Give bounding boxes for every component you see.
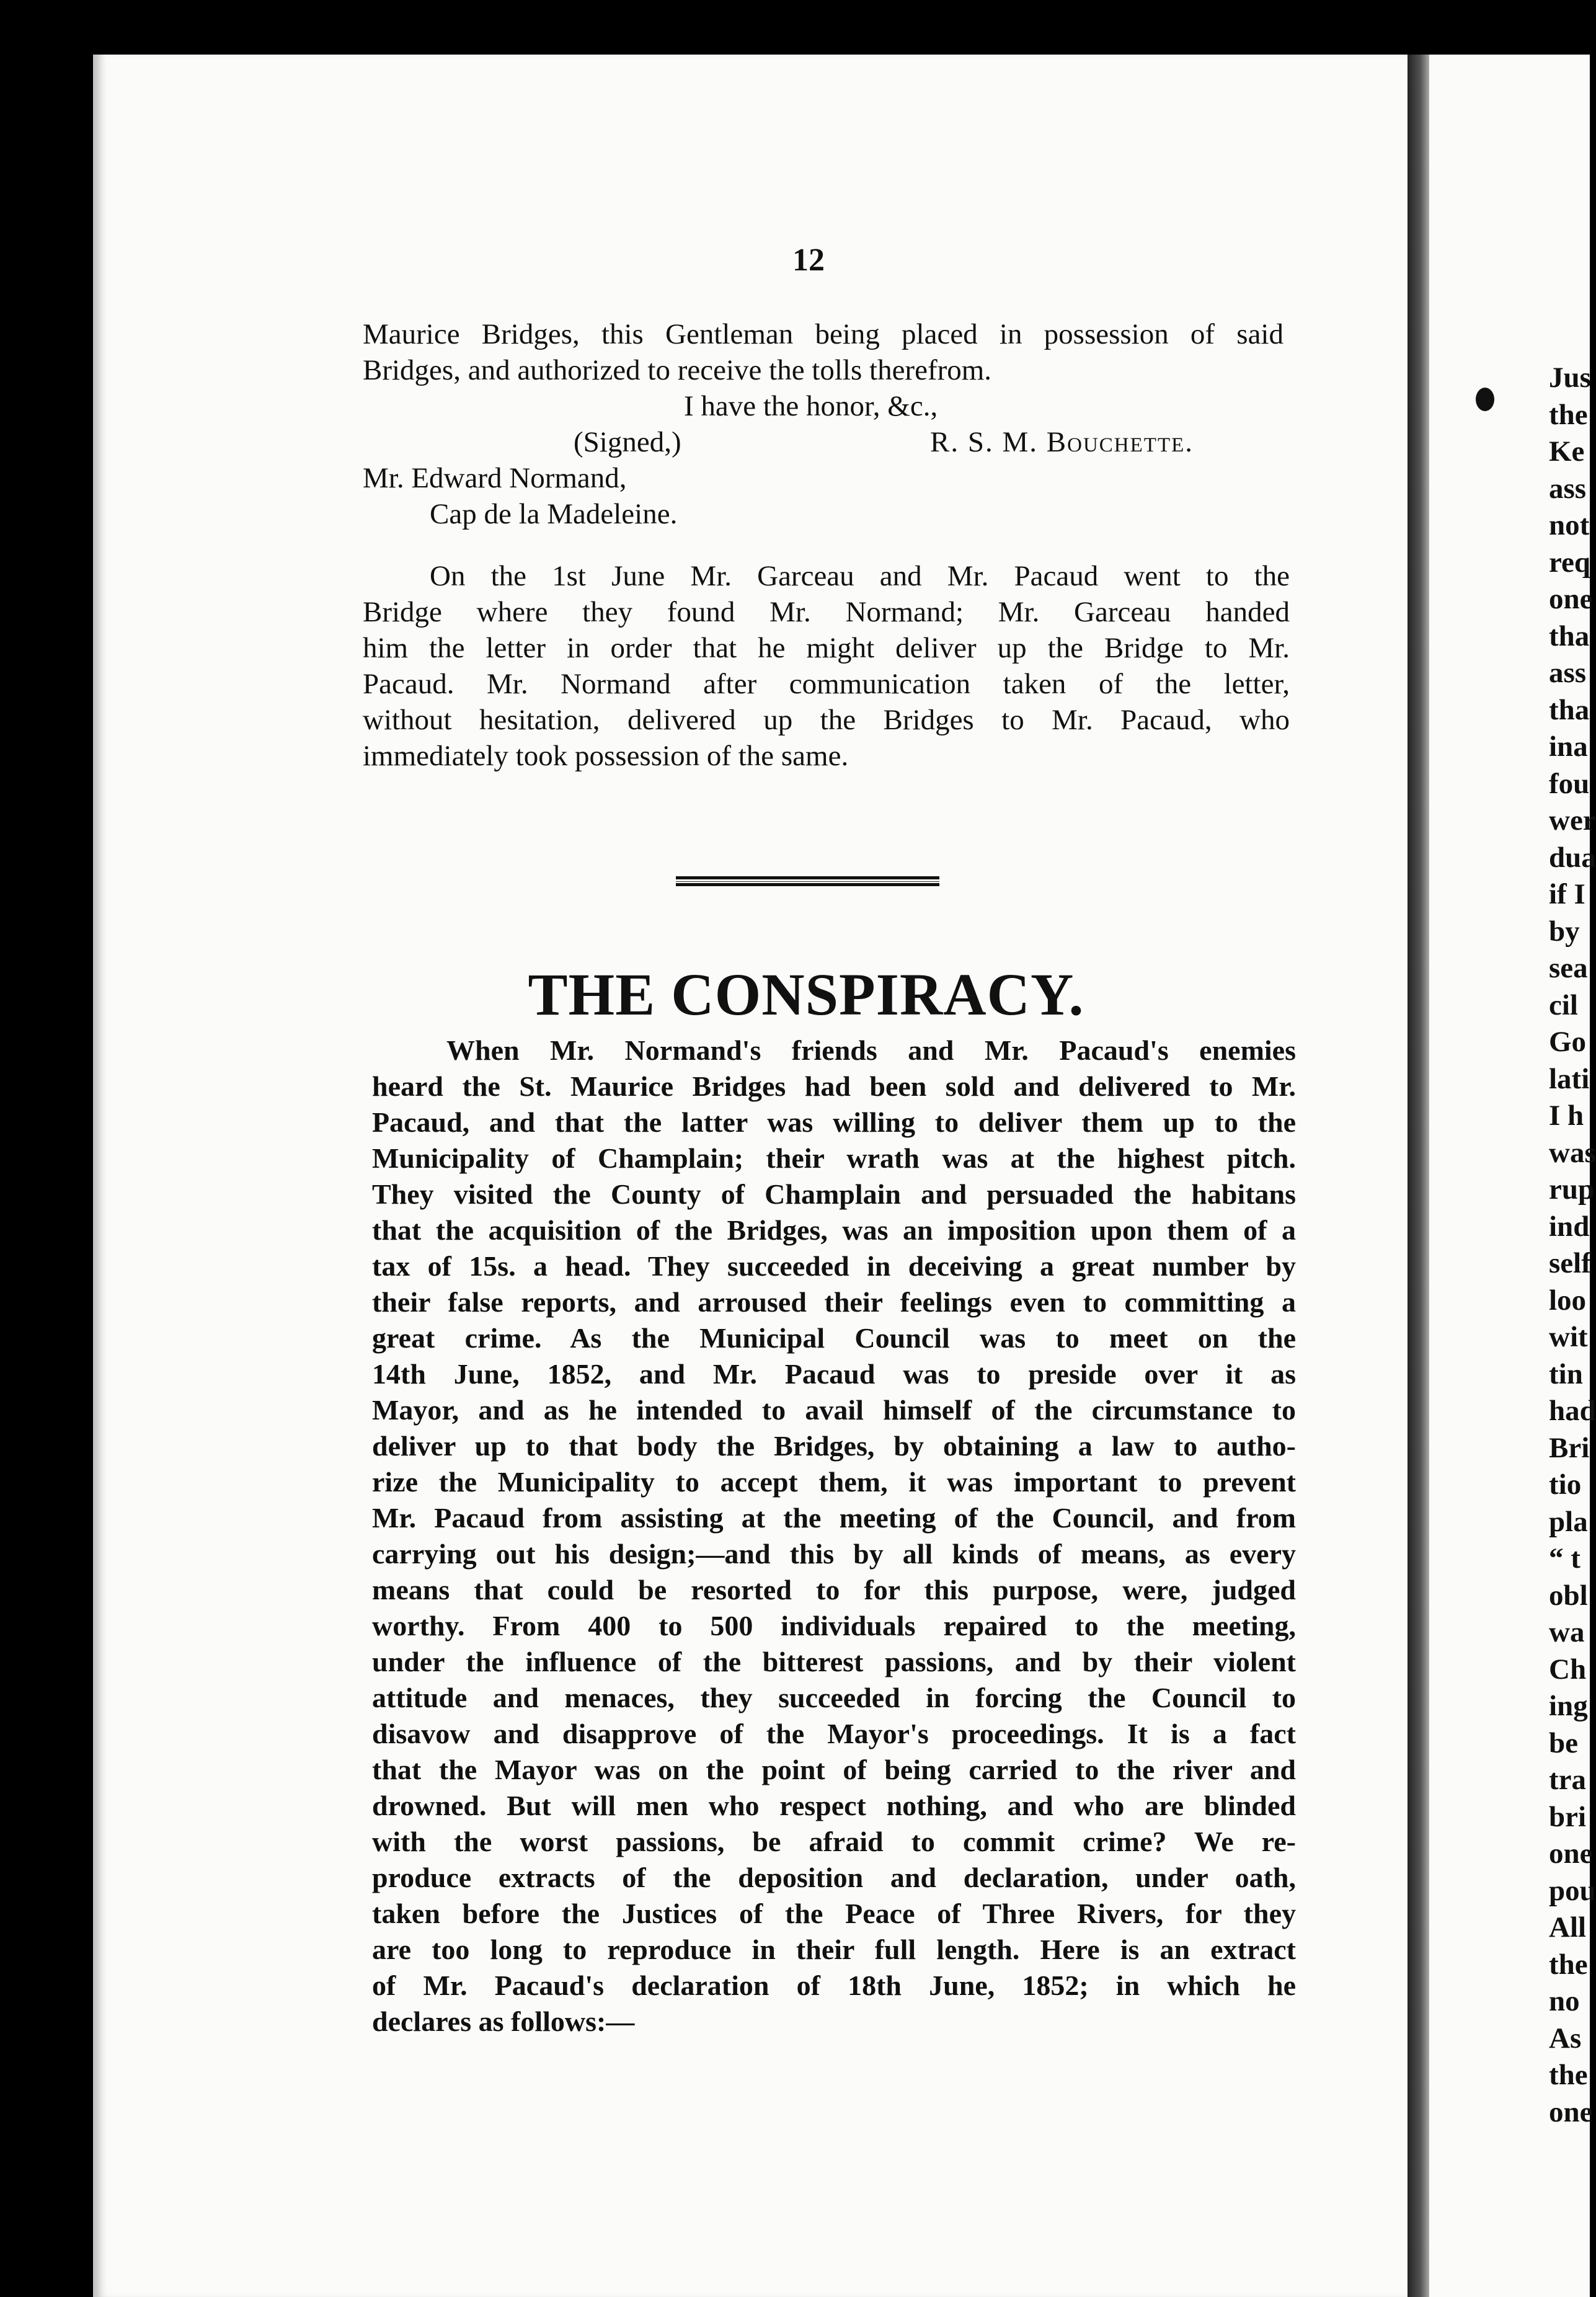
facing-page-fragment: had xyxy=(1549,1395,1596,1427)
facing-page-fragment: loo xyxy=(1549,1284,1587,1317)
text-line: worthy. From 400 to 500 individuals repaired to the meeting, xyxy=(372,1610,1296,1642)
facing-page-fragment: one xyxy=(1549,583,1593,615)
facing-page-fragment: dua xyxy=(1549,841,1596,874)
facing-page-fragment: pou xyxy=(1549,1874,1596,1907)
facing-page-fragment: Go xyxy=(1549,1026,1587,1058)
text-line: When Mr. Normand's friends and Mr. Pacaud's enemies xyxy=(446,1034,1296,1066)
facing-page-fragment: tha xyxy=(1549,693,1590,726)
facing-page-fragment: tha xyxy=(1549,620,1590,652)
text-line: On the 1st June Mr. Garceau and Mr. Pacaud went to the xyxy=(430,560,1290,592)
text-line: great crime. As the Municipal Council was to meet on the xyxy=(372,1322,1296,1354)
section-title: THE CONSPIRACY. xyxy=(528,961,1084,1028)
facing-page-fragment: the xyxy=(1549,1948,1588,1981)
letter-closing: I have the honor, &c., xyxy=(684,390,938,422)
text-line: Bridge where they found Mr. Normand; Mr. Garceau handed xyxy=(363,596,1290,628)
facing-page-fragment: bri xyxy=(1549,1800,1587,1833)
text-line: Pacaud, and that the latter was willing to deliver them up to the xyxy=(372,1106,1296,1138)
text-line: Municipality of Champlain; their wrath was at the highest pitch. xyxy=(372,1142,1296,1174)
facing-page-fragment: tra xyxy=(1549,1764,1587,1796)
text-line: him the letter in order that he might deliver up the Bridge to Mr. xyxy=(363,632,1290,664)
facing-page-fragment: ing xyxy=(1549,1690,1588,1722)
text-line: are too long to reproduce in their full length. Here is an extract xyxy=(372,1934,1296,1965)
facing-page-fragment: ass xyxy=(1549,472,1587,505)
text-line: without hesitation, delivered up the Bridges to Mr. Pacaud, who xyxy=(363,704,1290,736)
facing-page-fragment: lati xyxy=(1549,1062,1590,1095)
facing-page-fragment: I h xyxy=(1549,1100,1584,1132)
facing-page-fragment: self xyxy=(1549,1247,1591,1279)
facing-page-fragment: wa xyxy=(1549,1616,1585,1648)
paragraph-bridge-handover xyxy=(363,558,1290,774)
text-line: deliver up to that body the Bridges, by obtaining a law to autho- xyxy=(372,1430,1296,1462)
facing-page-fragment: was xyxy=(1549,1136,1596,1169)
text-line: their false reports, and arroused their feelings even to committing a xyxy=(372,1286,1296,1318)
facing-page-fragment: cil xyxy=(1549,989,1578,1021)
facing-page-fragment: ina xyxy=(1549,731,1588,763)
facing-page-fragment: be xyxy=(1549,1726,1578,1759)
signed-label: (Signed,) xyxy=(574,426,681,458)
text-line: Bridges, and authorized to receive the tolls therefrom. xyxy=(363,354,992,386)
facing-page-fragment: not xyxy=(1549,509,1590,541)
facing-page-fragment: req xyxy=(1549,546,1591,579)
facing-page-fragment: wer xyxy=(1549,804,1596,837)
addressee-place: Cap de la Madeleine. xyxy=(430,498,678,530)
text-line: with the worst passions, be afraid to commit crime? We re- xyxy=(372,1826,1296,1857)
signature: R. S. M. Bouchette. xyxy=(930,426,1194,458)
text-line: rize the Municipality to accept them, it was important to prevent xyxy=(372,1466,1296,1498)
text-line: produce extracts of the deposition and declaration, under oath, xyxy=(372,1862,1296,1893)
facing-page-fragment: pla xyxy=(1549,1505,1588,1538)
facing-page-fragment: wit xyxy=(1549,1321,1588,1353)
facing-page-fragment: one xyxy=(1549,2095,1593,2128)
facing-page-fragment: Ke xyxy=(1549,435,1585,468)
facing-page-fragment: if I xyxy=(1549,878,1585,910)
section-divider xyxy=(676,876,939,886)
facing-page-fragment: rup xyxy=(1549,1173,1595,1206)
facing-page-fragment: no xyxy=(1549,1985,1580,2017)
text-line: They visited the County of Champlain and persuaded the habitans xyxy=(372,1178,1296,1210)
text-line: Maurice Bridges, this Gentleman being placed in possession of said xyxy=(363,318,1283,350)
facing-page-fragment: tin xyxy=(1549,1357,1583,1390)
text-line: carrying out his design;—and this by all kinds of means, as every xyxy=(372,1538,1296,1570)
text-line: under the influence of the bitterest passions, and by their violent xyxy=(372,1646,1296,1677)
facing-page-fragment: obl xyxy=(1549,1579,1588,1612)
facing-page-fragment: one xyxy=(1549,1837,1593,1870)
text-line: Mayor, and as he intended to avail himself of the circumstance to xyxy=(372,1394,1296,1426)
facing-page-fragment: Ch xyxy=(1549,1653,1587,1686)
facing-page-fragment: ass xyxy=(1549,657,1587,689)
facing-page-fragment: tio xyxy=(1549,1468,1582,1501)
text-line: drowned. But will men who respect nothing, and who are blinded xyxy=(372,1790,1296,1821)
facing-page-fragment: fou xyxy=(1549,767,1590,800)
text-line: declares as follows:— xyxy=(372,2006,635,2037)
facing-page-fragment: All xyxy=(1549,1911,1587,1944)
text-line: that the acquisition of the Bridges, was an imposition upon them of a xyxy=(372,1214,1296,1246)
page-number: 12 xyxy=(792,242,825,278)
facing-page-fragment: the xyxy=(1549,2059,1588,2091)
text-line: of Mr. Pacaud's declaration of 18th June, 1852; in which he xyxy=(372,1970,1296,2001)
text-line: Mr. Pacaud from assisting at the meeting of the Council, and from xyxy=(372,1502,1296,1534)
facing-page-fragment: “ t xyxy=(1549,1542,1580,1575)
addressee-name: Mr. Edward Normand, xyxy=(363,462,627,494)
paragraph-conspiracy xyxy=(372,1033,1296,2040)
facing-page-fragment: sea xyxy=(1549,952,1588,984)
text-line: attitude and menaces, they succeeded in forcing the Council to xyxy=(372,1682,1296,1713)
facing-page-fragment: Jus xyxy=(1549,362,1591,394)
letter-body xyxy=(363,316,1283,388)
text-line: taken before the Justices of the Peace of Three Rivers, for they xyxy=(372,1898,1296,1929)
text-line: that the Mayor was on the point of being carried to the river and xyxy=(372,1754,1296,1785)
text-line: means that could be resorted to for this purpose, were, judged xyxy=(372,1574,1296,1606)
text-line: heard the St. Maurice Bridges had been sold and delivered to Mr. xyxy=(372,1070,1296,1102)
facing-page-fragment: ind xyxy=(1549,1210,1590,1243)
book-gutter xyxy=(1408,55,1429,2297)
text-line: tax of 15s. a head. They succeeded in deceiving a great number by xyxy=(372,1250,1296,1282)
facing-page-fragment: Bri xyxy=(1549,1431,1590,1464)
text-line: Pacaud. Mr. Normand after communication taken of the letter, xyxy=(363,668,1290,700)
facing-page-fragment: by xyxy=(1549,915,1580,948)
facing-page-fragment: the xyxy=(1549,398,1588,431)
text-line: disavow and disapprove of the Mayor's proceedings. It is a fact xyxy=(372,1718,1296,1749)
text-line: 14th June, 1852, and Mr. Pacaud was to preside over it as xyxy=(372,1358,1296,1390)
facing-page-fragment: As xyxy=(1549,2022,1582,2055)
text-line: immediately took possession of the same. xyxy=(363,740,849,772)
ink-blot xyxy=(1476,388,1494,411)
